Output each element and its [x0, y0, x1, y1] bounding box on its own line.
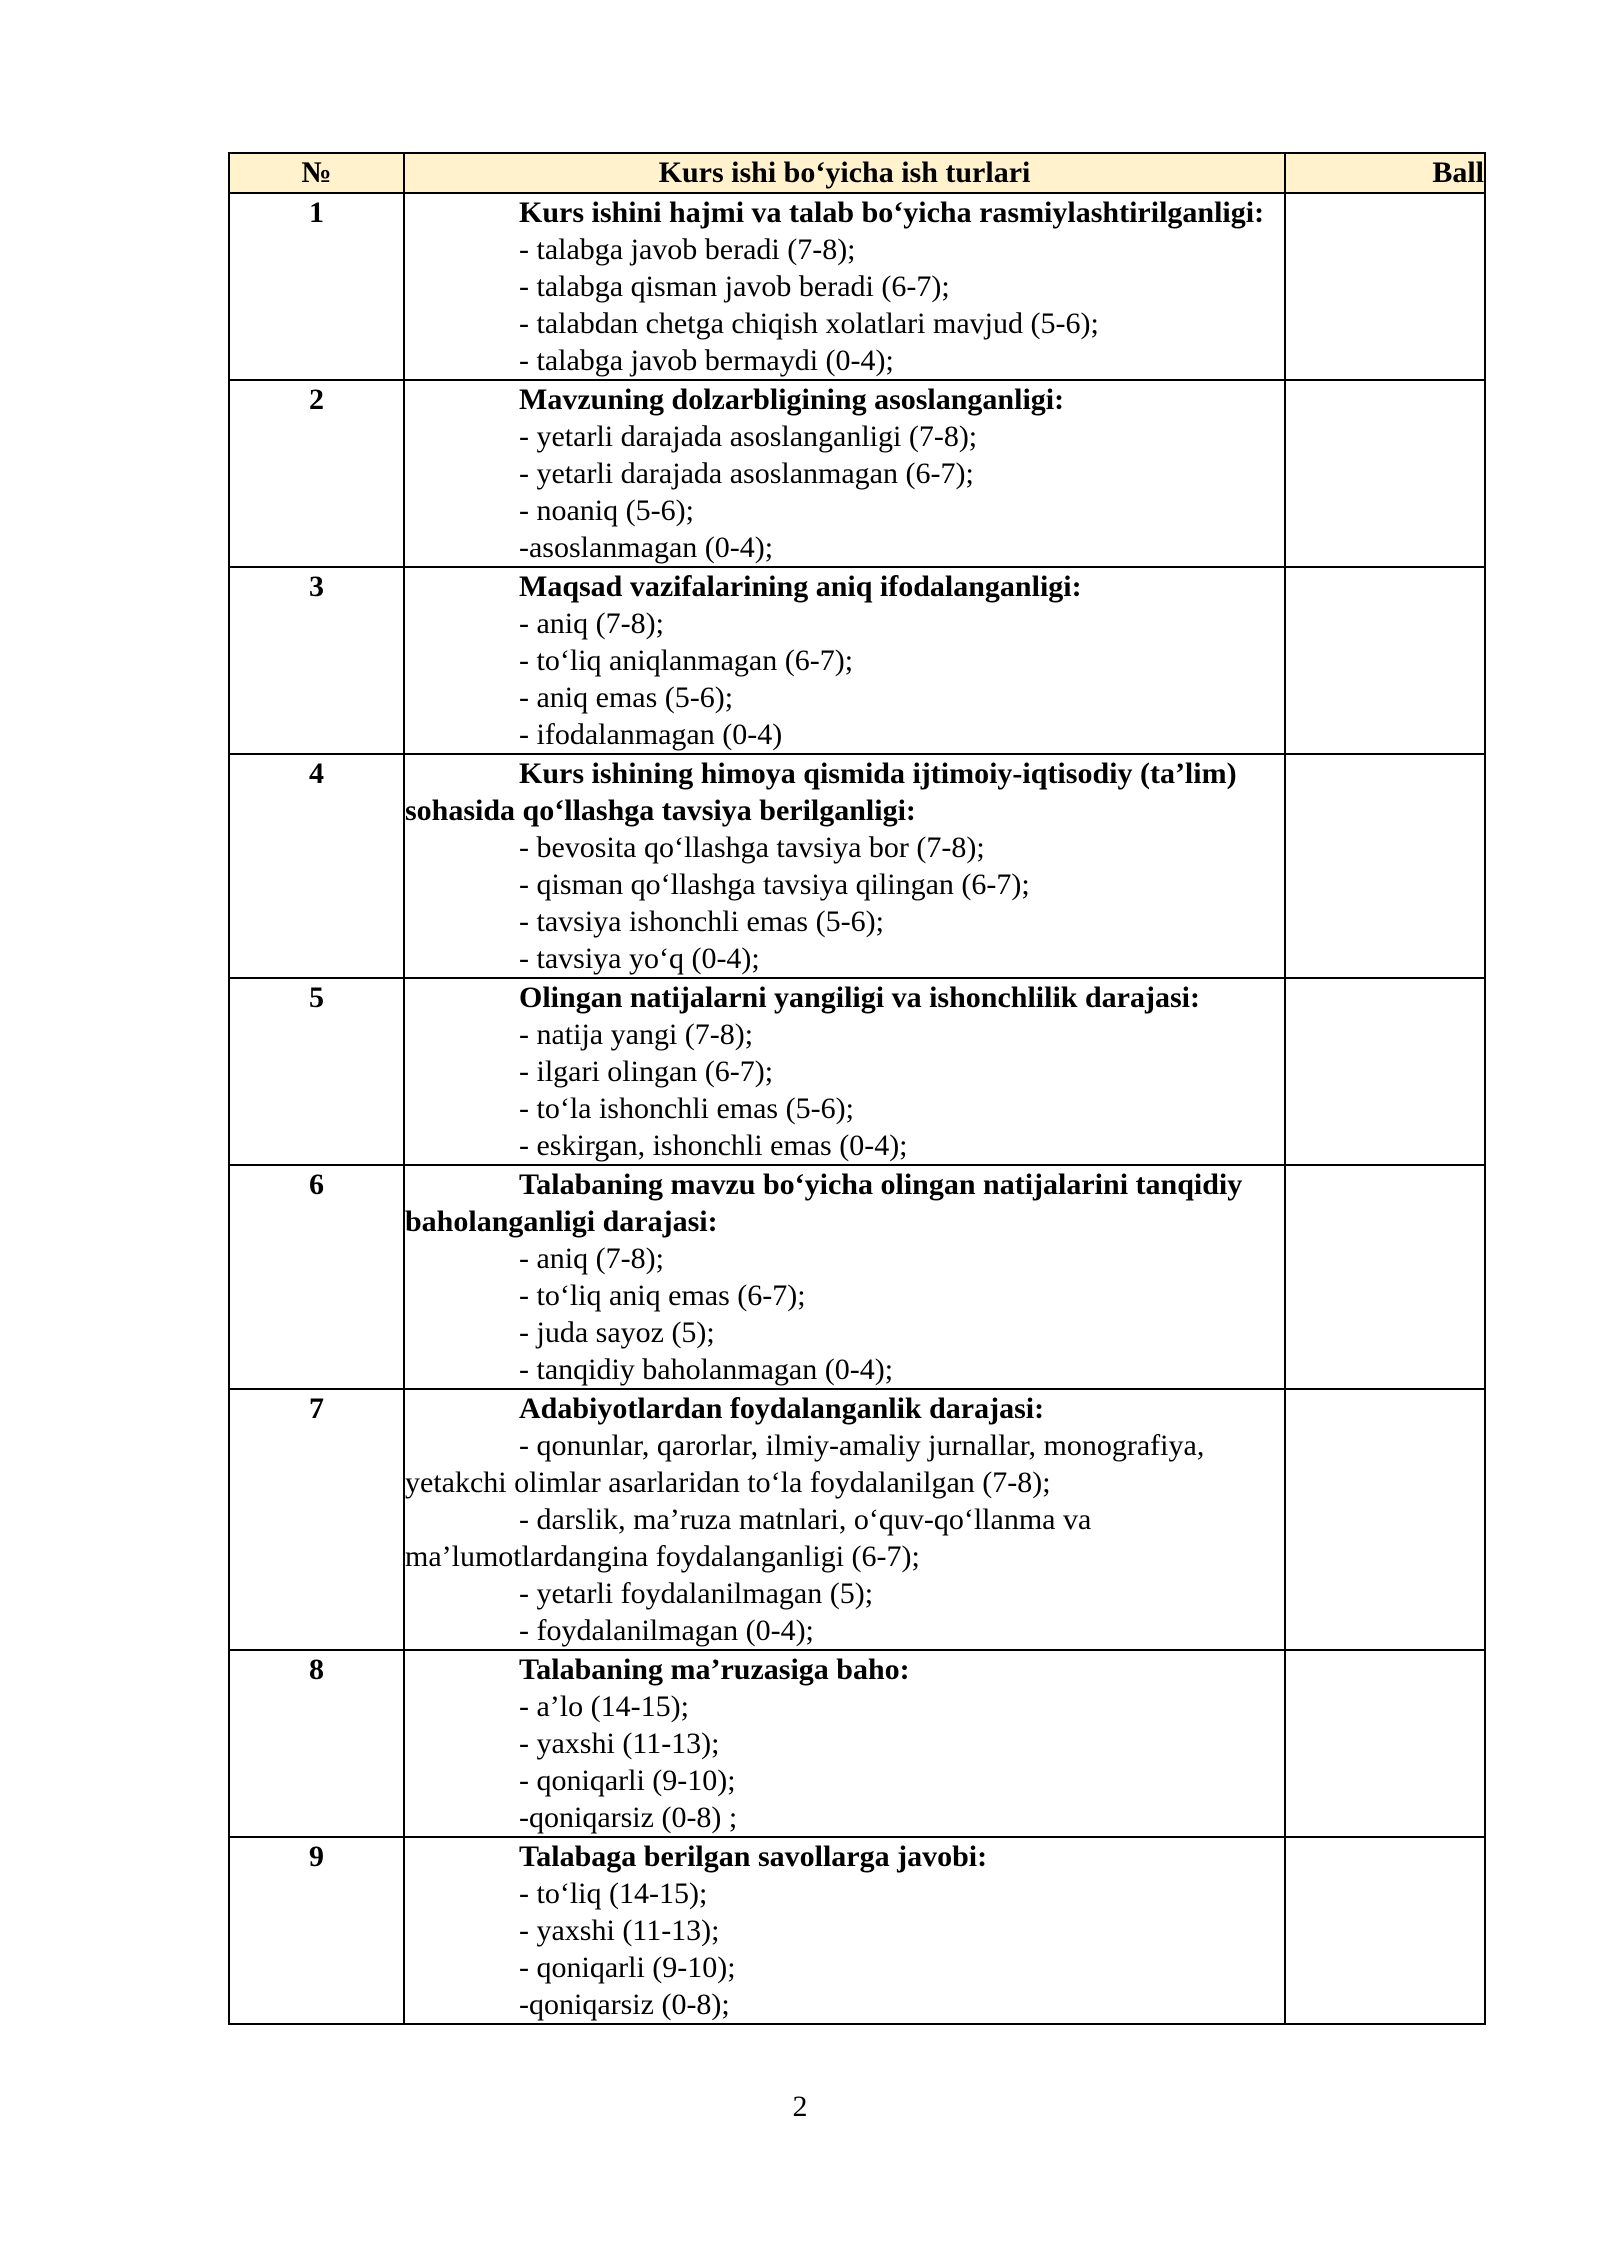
score-cell: [1285, 1837, 1485, 2024]
criterion-title: Maqsad vazifalarining aniq ifodalanganligi:: [519, 570, 1082, 603]
criterion-option: - ilgari olingan (6-7);: [519, 1055, 774, 1088]
table-header: [229, 153, 1485, 193]
criterion-option: - ifodalanmagan (0-4): [519, 718, 783, 751]
criterion-option: - qoniqarli (9-10);: [519, 1951, 736, 1984]
criterion-option: - a’lo (14-15);: [519, 1690, 689, 1723]
criterion-title: Talabaning mavzu bo‘yicha olingan natijalarini tanqidiy baholanganligi darajasi:: [405, 1168, 1243, 1238]
criterion-title: Talabaga berilgan savollarga javobi:: [519, 1840, 988, 1873]
criteria-table: [228, 152, 1486, 2025]
criterion-cell: [404, 193, 1285, 380]
row-number: 5: [229, 978, 404, 1165]
criterion-option: - bevosita qo‘llashga tavsiya bor (7-8);: [519, 831, 985, 864]
criterion-title: Talabaning ma’ruzasiga baho:: [519, 1653, 910, 1686]
criterion-cell: [404, 978, 1285, 1165]
criterion-option: - to‘la ishonchli emas (5-6);: [519, 1092, 854, 1125]
row-number: 7: [229, 1389, 404, 1650]
criterion-option: - tavsiya ishonchli emas (5-6);: [519, 905, 884, 938]
row-number: 4: [229, 754, 404, 978]
row-number: 9: [229, 1837, 404, 2024]
score-cell: [1285, 1389, 1485, 1650]
criterion-cell: [404, 1650, 1285, 1837]
criterion-cell: [404, 1165, 1285, 1389]
table-row: [229, 1389, 1485, 1650]
score-cell: [1285, 1165, 1485, 1389]
criterion-title: Mavzuning dolzarbligining asoslanganligi:: [519, 383, 1065, 416]
header-score: Ball: [1285, 153, 1485, 193]
table-row: [229, 380, 1485, 567]
criterion-title: Kurs ishini hajmi va talab bo‘yicha rasmiylashtirilganligi:: [519, 196, 1265, 229]
criterion-option: -asoslanmagan (0-4);: [519, 531, 774, 564]
header-number: №: [229, 153, 404, 193]
score-cell: [1285, 567, 1485, 754]
criterion-option: - to‘liq (14-15);: [519, 1877, 708, 1910]
criterion-option: - eskirgan, ishonchli emas (0-4);: [519, 1129, 908, 1162]
row-number: 1: [229, 193, 404, 380]
criterion-option: - yetarli darajada asoslanganligi (7-8);: [519, 420, 978, 453]
criterion-option: -qoniqarsiz (0-8);: [519, 1988, 730, 2021]
criterion-title: Kurs ishining himoya qismida ijtimoiy-iqtisodiy (ta’lim) sohasida qo‘llashga tavsiya berilganligi:: [405, 757, 1237, 827]
table-row: [229, 1650, 1485, 1837]
row-number: 6: [229, 1165, 404, 1389]
table-row: [229, 193, 1485, 380]
criterion-option: - to‘liq aniq emas (6-7);: [519, 1279, 806, 1312]
criterion-option: - natija yangi (7-8);: [519, 1018, 754, 1051]
criterion-option: - qonunlar, qarorlar, ilmiy-amaliy jurnallar, monografiya, yetakchi olimlar asarlaridan to‘la foydalanilgan (7-8);: [405, 1429, 1205, 1499]
criterion-option: - tanqidiy baholanmagan (0-4);: [519, 1353, 894, 1386]
criterion-option: - qisman qo‘llashga tavsiya qilingan (6-7);: [519, 868, 1030, 901]
criterion-option: - aniq (7-8);: [519, 1242, 664, 1275]
criterion-option: - tavsiya yo‘q (0-4);: [519, 942, 760, 975]
criterion-option: - talabga javob bermaydi (0-4);: [519, 344, 894, 377]
criterion-option: - yetarli darajada asoslanmagan (6-7);: [519, 457, 974, 490]
score-cell: [1285, 193, 1485, 380]
criterion-title: Adabiyotlardan foydalanganlik darajasi:: [519, 1392, 1045, 1425]
table-row: [229, 567, 1485, 754]
criterion-option: - darslik, ma’ruza matnlari, o‘quv-qo‘llanma va ma’lumotlardangina foydalanganligi (6-7);: [405, 1503, 1092, 1573]
criterion-option: - yetarli foydalanilmagan (5);: [519, 1577, 874, 1610]
criterion-cell: [404, 1837, 1285, 2024]
criterion-cell: [404, 567, 1285, 754]
criterion-cell: [404, 380, 1285, 567]
header-row: [229, 153, 1485, 193]
criterion-option: - talabdan chetga chiqish xolatlari mavjud (5-6);: [519, 307, 1099, 340]
criterion-cell: [404, 754, 1285, 978]
criterion-option: - foydalanilmagan (0-4);: [519, 1614, 814, 1647]
row-number: 3: [229, 567, 404, 754]
criterion-option: - aniq emas (5-6);: [519, 681, 734, 714]
criterion-option: - yaxshi (11-13);: [519, 1914, 720, 1947]
criterion-option: - talabga qisman javob beradi (6-7);: [519, 270, 950, 303]
score-cell: [1285, 754, 1485, 978]
row-number: 8: [229, 1650, 404, 1837]
criterion-title: Olingan natijalarni yangiligi va ishonchlilik darajasi:: [519, 981, 1200, 1014]
header-work-types: Kurs ishi bo‘yicha ish turlari: [404, 153, 1285, 193]
page-number: 2: [792, 2090, 808, 2123]
criterion-cell: [404, 1389, 1285, 1650]
criterion-option: - talabga javob beradi (7-8);: [519, 233, 856, 266]
table-row: [229, 978, 1485, 1165]
criterion-option: - aniq (7-8);: [519, 607, 664, 640]
table-row: [229, 1165, 1485, 1389]
score-cell: [1285, 380, 1485, 567]
row-number: 2: [229, 380, 404, 567]
table-row: [229, 1837, 1485, 2024]
criterion-option: - to‘liq aniqlanmagan (6-7);: [519, 644, 854, 677]
criterion-option: - juda sayoz (5);: [519, 1316, 715, 1349]
criterion-option: - yaxshi (11-13);: [519, 1727, 720, 1760]
score-cell: [1285, 978, 1485, 1165]
criterion-option: - noaniq (5-6);: [519, 494, 694, 527]
criterion-option: -qoniqarsiz (0-8) ;: [519, 1801, 738, 1834]
score-cell: [1285, 1650, 1485, 1837]
table-row: [229, 754, 1485, 978]
criterion-option: - qoniqarli (9-10);: [519, 1764, 736, 1797]
